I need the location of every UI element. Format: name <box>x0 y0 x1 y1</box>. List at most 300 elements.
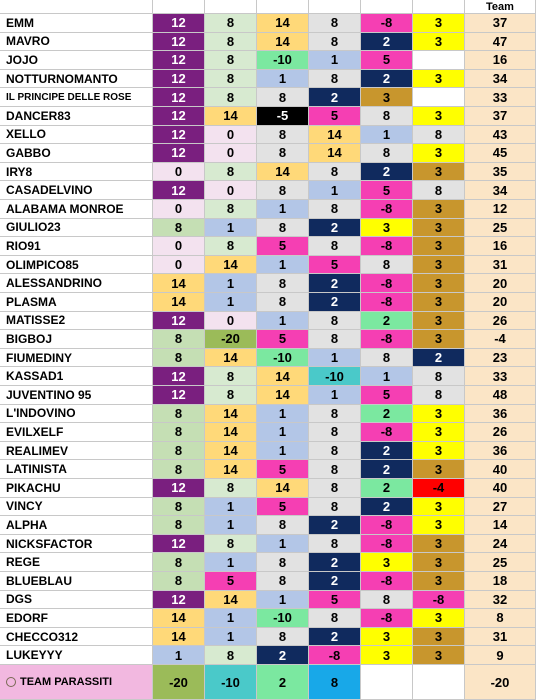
score-cell: 1 <box>309 51 361 70</box>
score-cell: 1 <box>257 312 309 331</box>
score-cell: 14 <box>205 107 257 126</box>
score-cell: 8 <box>361 256 413 275</box>
score-cell: 5 <box>257 330 309 349</box>
score-cell: 1 <box>257 423 309 442</box>
team-score-cell: 2 <box>257 665 309 700</box>
score-cell: 2 <box>309 88 361 107</box>
score-cell: 12 <box>153 70 205 89</box>
table-row <box>0 553 536 572</box>
score-cell: 12 <box>153 107 205 126</box>
team-total: 40 <box>465 479 536 498</box>
score-cell: 8 <box>153 553 205 572</box>
score-cell: 8 <box>257 144 309 163</box>
player-name: ALPHA <box>0 516 153 535</box>
score-cell: 2 <box>361 479 413 498</box>
table-row <box>0 70 536 89</box>
score-cell: 8 <box>361 591 413 610</box>
score-cell: 2 <box>309 572 361 591</box>
header-cell <box>413 0 465 14</box>
score-cell: 1 <box>257 70 309 89</box>
score-cell: 8 <box>257 293 309 312</box>
score-cell: 3 <box>361 628 413 647</box>
score-cell: 8 <box>413 386 465 405</box>
table-row <box>0 181 536 200</box>
score-cell: 8 <box>309 163 361 182</box>
player-name: BIGBOJ <box>0 330 153 349</box>
table-row <box>0 646 536 665</box>
player-name: XELLO <box>0 126 153 145</box>
score-cell: 1 <box>257 405 309 424</box>
score-cell: 3 <box>413 237 465 256</box>
header-cell <box>153 0 205 14</box>
team-total: 36 <box>465 442 536 461</box>
score-cell: -8 <box>361 516 413 535</box>
team-total: 33 <box>465 367 536 386</box>
team-score-cell: -10 <box>205 665 257 700</box>
table-row <box>0 163 536 182</box>
score-cell: 14 <box>153 628 205 647</box>
score-cell: 1 <box>205 553 257 572</box>
table-row <box>0 349 536 368</box>
score-cell: 3 <box>413 14 465 33</box>
score-cell: 14 <box>257 14 309 33</box>
score-cell: 5 <box>257 498 309 517</box>
score-cell: 14 <box>205 442 257 461</box>
score-cell: 8 <box>257 88 309 107</box>
score-cell: 2 <box>361 405 413 424</box>
score-cell: 8 <box>153 423 205 442</box>
score-cell: 1 <box>361 367 413 386</box>
player-name: ALABAMA MONROE <box>0 200 153 219</box>
player-name: LATINISTA <box>0 460 153 479</box>
score-cell: 8 <box>309 33 361 52</box>
score-cell: 3 <box>413 405 465 424</box>
score-cell: 0 <box>205 312 257 331</box>
score-cell: 5 <box>309 256 361 275</box>
score-cell: 1 <box>205 219 257 238</box>
score-cell: 2 <box>361 70 413 89</box>
team-score-cell: -20 <box>153 665 205 700</box>
score-cell: 14 <box>153 293 205 312</box>
team-total: 23 <box>465 349 536 368</box>
team-total: 14 <box>465 516 536 535</box>
score-cell: 12 <box>153 88 205 107</box>
score-cell: 0 <box>153 256 205 275</box>
player-name: PIKACHU <box>0 479 153 498</box>
score-cell: 3 <box>413 274 465 293</box>
score-cell: 8 <box>205 535 257 554</box>
score-cell: -8 <box>361 330 413 349</box>
score-cell: 8 <box>153 460 205 479</box>
player-name: IL PRINCIPE DELLE ROSE <box>0 88 153 107</box>
table-row <box>0 460 536 479</box>
score-cell: 8 <box>257 126 309 145</box>
score-cell: 14 <box>205 591 257 610</box>
score-cell: 3 <box>413 107 465 126</box>
score-cell: 8 <box>153 516 205 535</box>
player-name: EMM <box>0 14 153 33</box>
table-row <box>0 572 536 591</box>
team-total: 16 <box>465 51 536 70</box>
team-total: 47 <box>465 33 536 52</box>
score-cell: 8 <box>153 498 205 517</box>
score-cell: 8 <box>257 628 309 647</box>
player-name: FIUMEDINY <box>0 349 153 368</box>
score-cell: 8 <box>257 516 309 535</box>
score-cell: 8 <box>257 572 309 591</box>
player-name: EVILXELF <box>0 423 153 442</box>
score-cell: -4 <box>413 479 465 498</box>
score-cell: 3 <box>413 535 465 554</box>
score-cell: 8 <box>413 367 465 386</box>
score-cell: 8 <box>309 200 361 219</box>
team-total: 34 <box>465 181 536 200</box>
score-cell: 8 <box>205 386 257 405</box>
pin-icon <box>6 677 16 687</box>
score-cell: 2 <box>309 553 361 572</box>
team-row <box>0 665 536 700</box>
table-row <box>0 219 536 238</box>
score-cell: 3 <box>413 442 465 461</box>
score-cell: 3 <box>413 219 465 238</box>
score-cell: 12 <box>153 535 205 554</box>
player-name: GIULIO23 <box>0 219 153 238</box>
team-total: 12 <box>465 200 536 219</box>
score-cell: 2 <box>309 219 361 238</box>
score-cell: 1 <box>257 591 309 610</box>
table-row <box>0 33 536 52</box>
header-cell <box>257 0 309 14</box>
header-cell <box>205 0 257 14</box>
score-cell: 1 <box>361 126 413 145</box>
team-total: 25 <box>465 219 536 238</box>
score-cell: 0 <box>205 144 257 163</box>
score-cell: 12 <box>153 312 205 331</box>
score-cell: 8 <box>205 14 257 33</box>
team-total: 43 <box>465 126 536 145</box>
team-total: -4 <box>465 330 536 349</box>
score-cell: 8 <box>309 498 361 517</box>
score-cell: 8 <box>309 237 361 256</box>
score-cell: 3 <box>413 144 465 163</box>
score-cell: 8 <box>361 349 413 368</box>
score-cell: 8 <box>309 14 361 33</box>
score-cell: 2 <box>309 274 361 293</box>
team-name <box>0 665 153 700</box>
score-cell: 3 <box>413 460 465 479</box>
score-cell: 8 <box>205 237 257 256</box>
score-cell: 8 <box>309 330 361 349</box>
score-cell: 3 <box>361 553 413 572</box>
table-row <box>0 200 536 219</box>
table-row <box>0 256 536 275</box>
score-cell: 3 <box>413 330 465 349</box>
player-name: NICKSFACTOR <box>0 535 153 554</box>
score-cell: 8 <box>361 107 413 126</box>
score-cell: 8 <box>205 200 257 219</box>
score-cell: -10 <box>257 609 309 628</box>
score-cell: 5 <box>361 51 413 70</box>
table-row <box>0 274 536 293</box>
score-cell: 8 <box>309 460 361 479</box>
score-cell: 3 <box>361 219 413 238</box>
score-cell: 14 <box>257 479 309 498</box>
table-row <box>0 293 536 312</box>
player-name: ALESSANDRINO <box>0 274 153 293</box>
score-cell: 8 <box>413 126 465 145</box>
table-row <box>0 405 536 424</box>
team-total: 33 <box>465 88 536 107</box>
player-name: MATISSE2 <box>0 312 153 331</box>
table-row <box>0 423 536 442</box>
team-total: 48 <box>465 386 536 405</box>
score-cell: 8 <box>205 88 257 107</box>
score-cell: 0 <box>153 163 205 182</box>
score-cell: 1 <box>205 628 257 647</box>
team-total: 25 <box>465 553 536 572</box>
score-cell: 5 <box>309 107 361 126</box>
score-cell: -10 <box>257 51 309 70</box>
score-cell: 2 <box>361 442 413 461</box>
score-cell: 14 <box>257 163 309 182</box>
score-cell: 14 <box>205 423 257 442</box>
player-name: REGE <box>0 553 153 572</box>
score-cell: 3 <box>413 312 465 331</box>
score-cell: 3 <box>413 293 465 312</box>
team-total: 24 <box>465 535 536 554</box>
score-cell: 3 <box>413 163 465 182</box>
score-cell: 12 <box>153 479 205 498</box>
score-cell: 3 <box>413 553 465 572</box>
score-cell: 8 <box>257 553 309 572</box>
player-name: REALIMEV <box>0 442 153 461</box>
score-cell: 8 <box>309 405 361 424</box>
score-cell: 2 <box>361 33 413 52</box>
player-name: EDORF <box>0 609 153 628</box>
player-name: NOTTURNOMANTO <box>0 70 153 89</box>
header-cell <box>0 0 153 14</box>
player-name: DANCER83 <box>0 107 153 126</box>
score-cell <box>413 51 465 70</box>
score-cell: 0 <box>153 237 205 256</box>
score-cell: 2 <box>361 460 413 479</box>
table-row <box>0 14 536 33</box>
score-cell: 3 <box>361 646 413 665</box>
score-cell: 14 <box>153 609 205 628</box>
score-cell: 1 <box>257 535 309 554</box>
score-cell: 1 <box>205 516 257 535</box>
score-cell: 1 <box>205 609 257 628</box>
table-row <box>0 442 536 461</box>
score-cell: 8 <box>153 330 205 349</box>
score-cell: -8 <box>361 274 413 293</box>
score-cell: 8 <box>205 367 257 386</box>
score-cell: 8 <box>309 70 361 89</box>
player-name: IRY8 <box>0 163 153 182</box>
score-cell: -8 <box>361 200 413 219</box>
score-cell: 2 <box>309 293 361 312</box>
score-cell: -8 <box>361 609 413 628</box>
team-total: 34 <box>465 70 536 89</box>
score-cell: 5 <box>205 572 257 591</box>
score-cell: 3 <box>413 423 465 442</box>
team-name-label: TEAM PARASSITI <box>20 676 113 688</box>
score-cell: 5 <box>361 181 413 200</box>
team-total: 36 <box>465 405 536 424</box>
score-cell: 12 <box>153 126 205 145</box>
player-name: GABBO <box>0 144 153 163</box>
score-cell <box>413 88 465 107</box>
score-cell: 8 <box>153 442 205 461</box>
team-total: 37 <box>465 107 536 126</box>
player-name: VINCY <box>0 498 153 517</box>
table-row <box>0 107 536 126</box>
table-row <box>0 591 536 610</box>
score-cell: 5 <box>257 237 309 256</box>
score-cell: 3 <box>413 70 465 89</box>
score-cell: 8 <box>413 181 465 200</box>
score-cell: 2 <box>361 498 413 517</box>
score-cell: -8 <box>361 423 413 442</box>
score-cell: -20 <box>205 330 257 349</box>
table-row <box>0 330 536 349</box>
score-cell: 3 <box>413 33 465 52</box>
score-cell: -8 <box>361 14 413 33</box>
score-cell: 3 <box>413 572 465 591</box>
score-cell: 12 <box>153 33 205 52</box>
score-cell: 1 <box>309 181 361 200</box>
score-cell: 8 <box>257 181 309 200</box>
table-row <box>0 88 536 107</box>
score-cell: 14 <box>257 367 309 386</box>
score-cell: 1 <box>153 646 205 665</box>
score-cell: 8 <box>309 479 361 498</box>
team-total: 32 <box>465 591 536 610</box>
score-cell: 3 <box>413 200 465 219</box>
score-cell: 8 <box>153 349 205 368</box>
table-row <box>0 386 536 405</box>
player-name: JOJO <box>0 51 153 70</box>
team-total: 9 <box>465 646 536 665</box>
score-cell: 3 <box>413 609 465 628</box>
table-row <box>0 609 536 628</box>
score-cell: 12 <box>153 14 205 33</box>
team-total: 18 <box>465 572 536 591</box>
score-cell: 1 <box>309 386 361 405</box>
header-cell <box>309 0 361 14</box>
table-row <box>0 237 536 256</box>
table-row <box>0 312 536 331</box>
score-cell: -8 <box>309 646 361 665</box>
table-row <box>0 628 536 647</box>
player-name: CASADELVINO <box>0 181 153 200</box>
team-score-cell <box>413 665 465 700</box>
score-cell: 14 <box>257 33 309 52</box>
score-cell: 1 <box>205 274 257 293</box>
score-cell: 8 <box>309 442 361 461</box>
team-total: 31 <box>465 628 536 647</box>
score-cell: -8 <box>361 572 413 591</box>
score-cell: 8 <box>205 163 257 182</box>
score-cell: 5 <box>361 386 413 405</box>
score-cell: 0 <box>153 200 205 219</box>
score-cell: 8 <box>309 609 361 628</box>
team-total: 26 <box>465 312 536 331</box>
team-total: 20 <box>465 293 536 312</box>
score-cell: 8 <box>205 51 257 70</box>
team-total: 26 <box>465 423 536 442</box>
team-total: 45 <box>465 144 536 163</box>
team-score-cell <box>361 665 413 700</box>
table-row <box>0 498 536 517</box>
team-total: -20 <box>465 665 536 700</box>
score-cell: 3 <box>413 516 465 535</box>
player-name: LUKEYYY <box>0 646 153 665</box>
team-total: 31 <box>465 256 536 275</box>
score-cell: 12 <box>153 181 205 200</box>
score-cell: 12 <box>153 367 205 386</box>
score-cell: -10 <box>257 349 309 368</box>
score-cell: 8 <box>205 33 257 52</box>
player-name: BLUEBLAU <box>0 572 153 591</box>
score-cell: 14 <box>205 256 257 275</box>
table-row <box>0 51 536 70</box>
score-cell: 8 <box>205 479 257 498</box>
score-cell: 2 <box>309 628 361 647</box>
table-row <box>0 479 536 498</box>
score-cell: 2 <box>309 516 361 535</box>
score-cell: 8 <box>361 144 413 163</box>
score-cell: 14 <box>257 386 309 405</box>
score-cell: 1 <box>257 256 309 275</box>
score-cell: -5 <box>257 107 309 126</box>
score-cell: 1 <box>205 498 257 517</box>
score-cell: 14 <box>205 460 257 479</box>
score-cell: -8 <box>361 237 413 256</box>
player-name: KASSAD1 <box>0 367 153 386</box>
score-cell: 8 <box>153 405 205 424</box>
score-cell: 3 <box>413 498 465 517</box>
score-cell: 8 <box>257 219 309 238</box>
score-cell: 0 <box>205 181 257 200</box>
score-cell: 5 <box>309 591 361 610</box>
score-cell: 8 <box>309 535 361 554</box>
score-cell: 0 <box>205 126 257 145</box>
table-row <box>0 367 536 386</box>
player-name: OLIMPICO85 <box>0 256 153 275</box>
team-column-header: Team <box>465 0 536 14</box>
table-row <box>0 144 536 163</box>
score-cell: 14 <box>309 144 361 163</box>
score-cell: 1 <box>257 200 309 219</box>
score-cell: 14 <box>309 126 361 145</box>
score-cell: 12 <box>153 386 205 405</box>
score-cell: 5 <box>257 460 309 479</box>
player-name: RIO91 <box>0 237 153 256</box>
team-total: 20 <box>465 274 536 293</box>
player-name: MAVRO <box>0 33 153 52</box>
score-cell: 8 <box>309 312 361 331</box>
score-cell: 2 <box>413 349 465 368</box>
team-total: 16 <box>465 237 536 256</box>
score-cell: 3 <box>413 628 465 647</box>
team-total: 35 <box>465 163 536 182</box>
score-cell: 8 <box>257 274 309 293</box>
score-cell: 12 <box>153 51 205 70</box>
score-cell: 3 <box>413 646 465 665</box>
score-cell: 3 <box>361 88 413 107</box>
score-cell: -10 <box>309 367 361 386</box>
